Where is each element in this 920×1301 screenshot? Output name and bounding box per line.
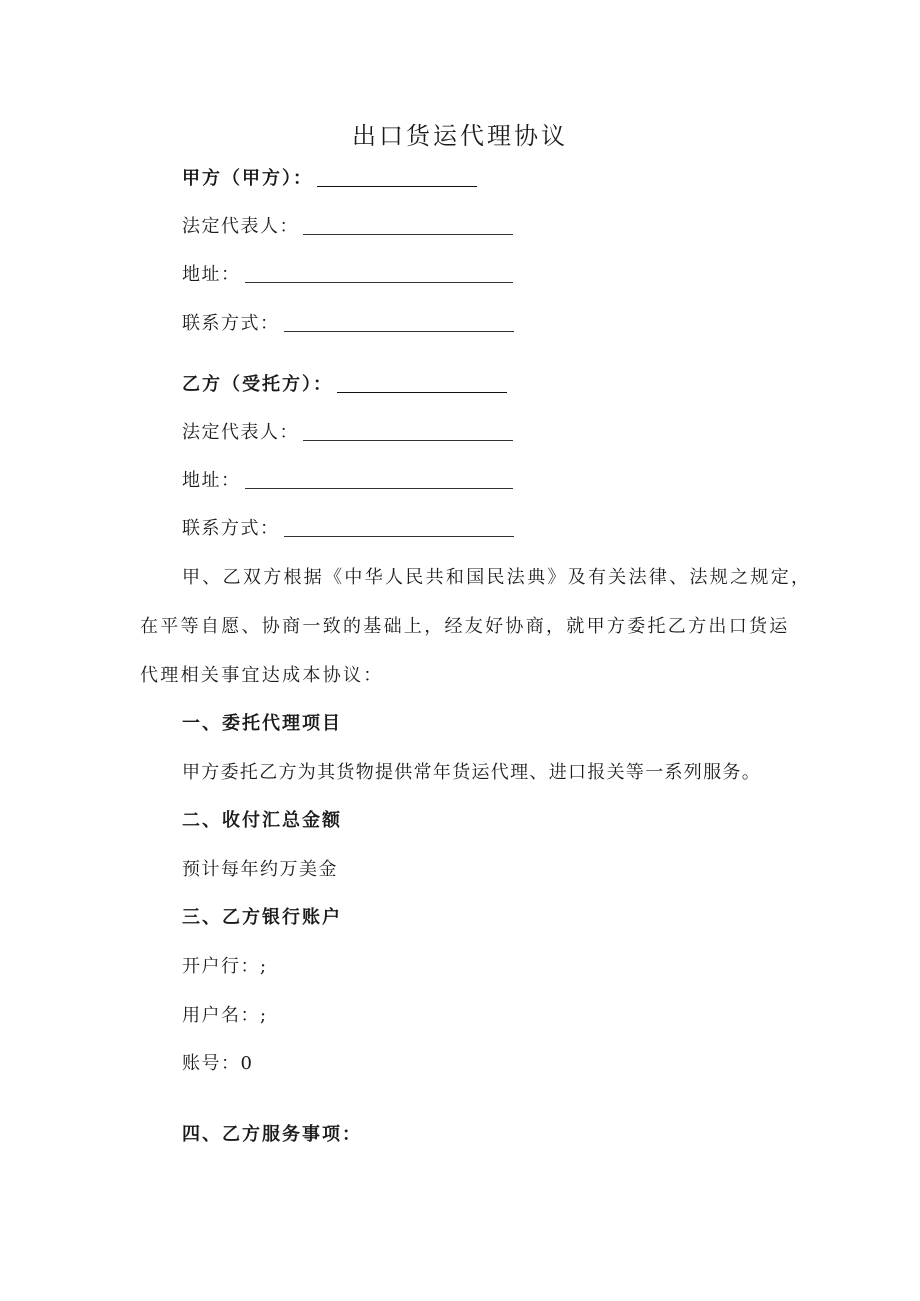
- account-number-line: 账号：0: [182, 1053, 254, 1074]
- party-b-heading: 乙方（受托方）：: [182, 374, 333, 395]
- party-a-contact-row: [182, 309, 514, 339]
- section-1-heading: 一、委托代理项目: [182, 713, 342, 734]
- party-a-rep-field[interactable]: [303, 216, 513, 235]
- party-b-address-field[interactable]: [245, 470, 513, 489]
- party-b-rep-field[interactable]: [303, 422, 513, 441]
- party-b-contact-row: [182, 514, 514, 544]
- section-1-body: 甲方委托乙方为其货物提供常年货运代理、进口报关等一系列服务。: [182, 762, 761, 783]
- party-b-contact-label: 联系方式：: [182, 518, 280, 539]
- party-a-rep-label: 法定代表人：: [182, 216, 299, 237]
- intro-line-3: 代理相关事宜达成本协议：: [140, 665, 384, 686]
- party-a-contact-label: 联系方式：: [182, 313, 280, 334]
- party-b-name-field[interactable]: [337, 374, 507, 393]
- party-b-rep-label: 法定代表人：: [182, 422, 299, 443]
- party-a-rep-row: [182, 212, 513, 242]
- party-a-contact-field[interactable]: [284, 313, 514, 332]
- party-a-heading: 甲方（甲方）：: [182, 168, 313, 189]
- bank-name-line: 开户行：;: [182, 956, 268, 977]
- account-holder-line: 用户名：;: [182, 1005, 268, 1026]
- party-a-address-label: 地址：: [182, 264, 241, 285]
- party-b-rep-row: [182, 418, 513, 448]
- party-b-address-row: [182, 466, 513, 496]
- section-4-heading: 四、乙方服务事项：: [182, 1124, 362, 1145]
- party-a-address-field[interactable]: [245, 264, 513, 283]
- document-title: 出口货运代理协议: [352, 122, 568, 150]
- party-a-heading-row: [182, 164, 477, 194]
- party-b-contact-field[interactable]: [284, 518, 514, 537]
- party-b-heading-row: [182, 370, 507, 400]
- party-a-address-row: [182, 260, 513, 290]
- section-2-heading: 二、收付汇总金额: [182, 810, 342, 831]
- section-3-heading: 三、乙方银行账户: [182, 907, 342, 928]
- party-b-address-label: 地址：: [182, 470, 241, 491]
- section-2-body: 预计每年约万美金: [182, 859, 338, 880]
- intro-line-2: 在平等自愿、协商一致的基础上，经友好协商，就甲方委托乙方出口货运: [140, 616, 790, 637]
- party-a-name-field[interactable]: [317, 168, 477, 187]
- intro-line-1: 甲、乙双方根据《中华人民共和国民法典》及有关法律、法规之规定，: [182, 567, 812, 588]
